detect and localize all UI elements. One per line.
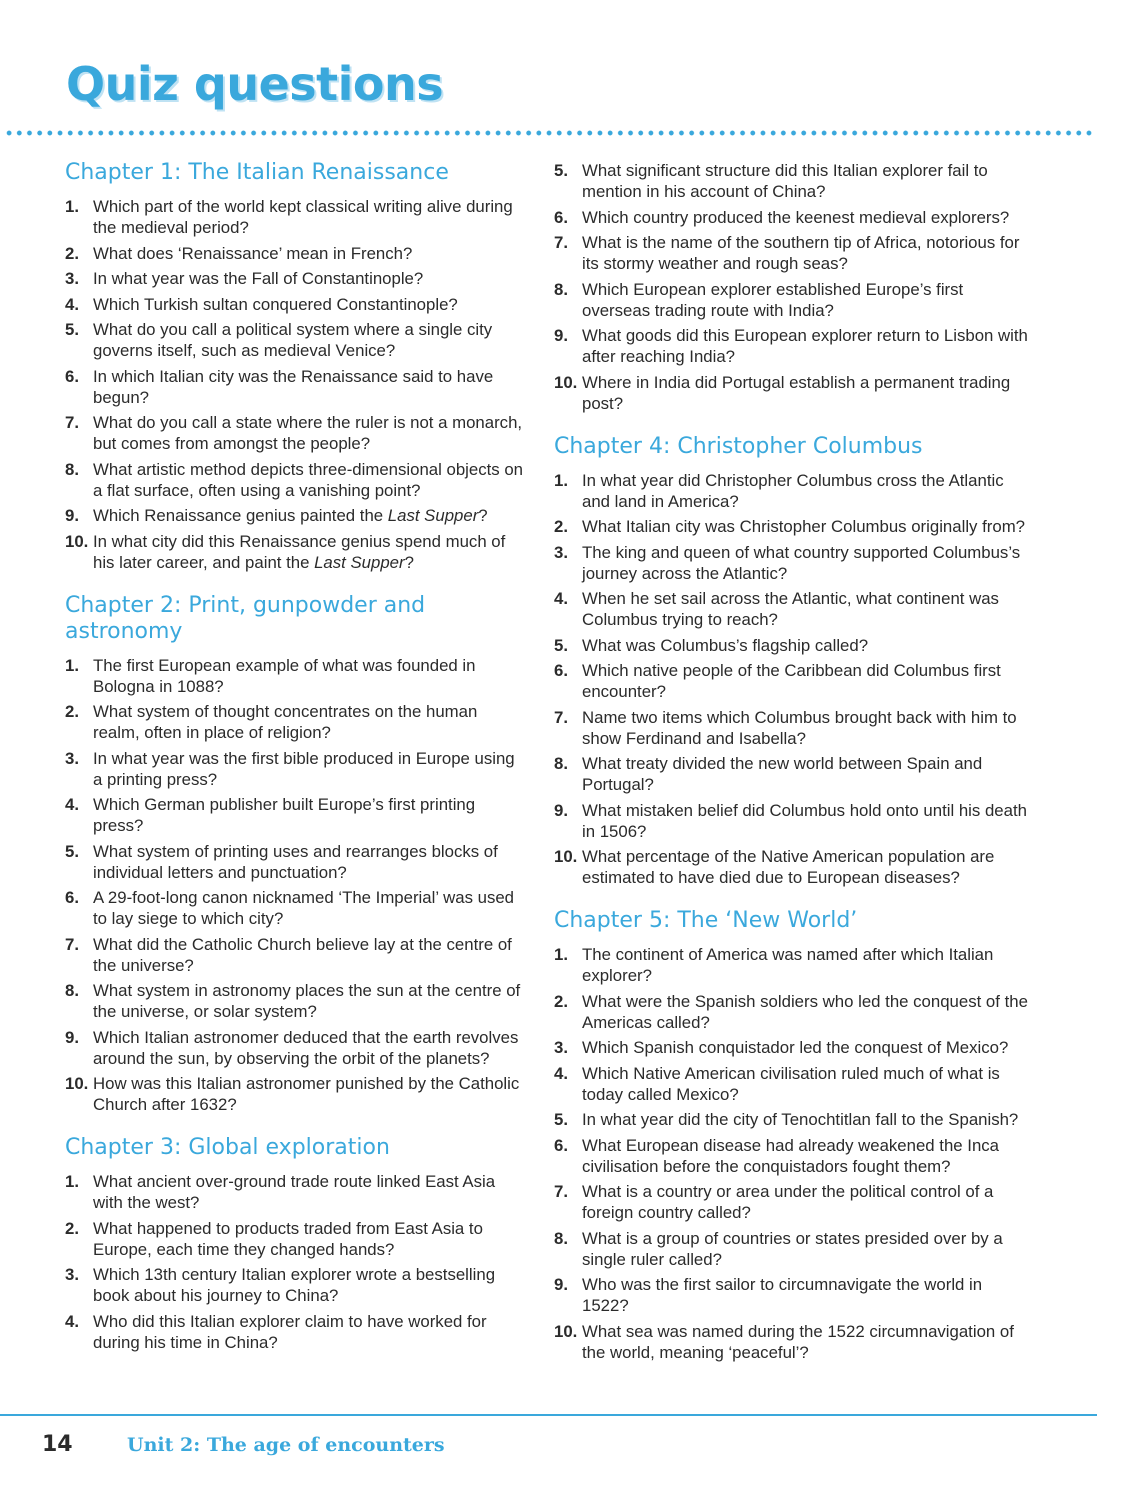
question-number: 2. bbox=[65, 1218, 79, 1238]
question-text: What do you call a state where the ruler is not a monarch, but comes from amongst the people? bbox=[93, 413, 523, 453]
question-number: 10. bbox=[554, 1321, 578, 1341]
right-column bbox=[554, 160, 1030, 1383]
question-text: What treaty divided the new world between Spain and Portugal? bbox=[582, 754, 983, 794]
question-text: Which part of the world kept classical writing alive during the medieval period? bbox=[93, 197, 513, 237]
question-item bbox=[554, 1274, 1030, 1316]
question-item bbox=[65, 319, 527, 361]
question-text: In what year was the first bible produced in Europe using a printing press? bbox=[93, 748, 515, 789]
question-item bbox=[554, 846, 1030, 888]
chapter-title: Chapter 4: Christopher Columbus bbox=[554, 433, 923, 459]
question-text: Where in India did Portugal establish a permanent trading post? bbox=[582, 372, 1011, 413]
question-text: In what city did this Renaissance genius spend much of his later career, and paint the Last Supper? bbox=[93, 531, 506, 572]
question-number: 7. bbox=[65, 413, 79, 432]
question-text: In what year was the Fall of Constantinople? bbox=[93, 269, 424, 288]
question-number: 4. bbox=[554, 1063, 568, 1083]
question-text: Which Spanish conquistador led the conquest of Mexico? bbox=[582, 1038, 1009, 1057]
question-number: 2. bbox=[554, 517, 568, 536]
question-text: What sea was named during the 1522 circumnavigation of the world, meaning ‘peaceful’? bbox=[582, 1321, 1014, 1362]
question-number: 1. bbox=[554, 470, 568, 490]
question-text: What is the name of the southern tip of Africa, notorious for its stormy weather and rough seas? bbox=[582, 233, 1020, 273]
question-number: 10. bbox=[554, 847, 578, 866]
question-number: 3. bbox=[554, 1038, 568, 1057]
question-text: In which Italian city was the Renaissance said to have begun? bbox=[93, 366, 494, 407]
question-number: 1. bbox=[65, 197, 79, 216]
question-number: 1. bbox=[65, 1172, 79, 1191]
question-text: What were the Spanish soldiers who led the conquest of the Americas called? bbox=[582, 991, 1028, 1032]
question-number: 3. bbox=[65, 269, 79, 288]
question-number: 2. bbox=[554, 991, 568, 1011]
question-item bbox=[554, 707, 1030, 749]
question-item bbox=[65, 841, 527, 883]
question-number: 7. bbox=[554, 233, 568, 252]
question-text: What ancient over-ground trade route linked East Asia with the west? bbox=[93, 1172, 496, 1212]
question-item bbox=[65, 1027, 527, 1069]
question-text: What does ‘Renaissance’ mean in French? bbox=[93, 243, 413, 263]
question-number: 8. bbox=[554, 279, 568, 299]
question-text: Which Turkish sultan conquered Constantinople? bbox=[93, 294, 458, 314]
question-item bbox=[65, 1171, 527, 1213]
question-item bbox=[65, 934, 527, 976]
question-number: 7. bbox=[554, 1182, 568, 1201]
question-number: 5. bbox=[554, 1110, 568, 1129]
question-number: 2. bbox=[65, 702, 79, 721]
question-text: What was Columbus’s flagship called? bbox=[582, 635, 869, 655]
question-text: In what year did Christopher Columbus cross the Atlantic and land in America? bbox=[582, 470, 1004, 511]
chapter-3 bbox=[65, 1135, 527, 1353]
question-item bbox=[65, 1264, 527, 1306]
question-item bbox=[554, 1109, 1030, 1130]
question-item bbox=[554, 800, 1030, 842]
question-item bbox=[554, 1063, 1030, 1105]
question-number: 8. bbox=[554, 754, 568, 773]
question-number: 4. bbox=[554, 589, 568, 608]
question-item bbox=[554, 660, 1030, 702]
dotted-divider bbox=[4, 129, 1096, 137]
question-item bbox=[65, 1073, 527, 1115]
question-text: Which country produced the keenest medieval explorers? bbox=[582, 207, 1010, 227]
question-number: 6. bbox=[554, 1135, 568, 1155]
question-text: The king and queen of what country supported Columbus’s journey across the Atlantic? bbox=[582, 542, 1021, 583]
question-item bbox=[554, 232, 1030, 274]
question-number: 5. bbox=[554, 161, 568, 180]
question-number: 1. bbox=[554, 945, 568, 964]
question-item bbox=[65, 412, 527, 454]
question-item bbox=[65, 794, 527, 836]
question-text: How was this Italian astronomer punished by the Catholic Church after 1632? bbox=[93, 1074, 520, 1114]
question-number: 10. bbox=[65, 1074, 89, 1093]
question-text: What percentage of the Native American population are estimated to have died due to European diseases? bbox=[582, 847, 995, 887]
page-number: 14 bbox=[42, 1432, 73, 1457]
question-item bbox=[65, 887, 527, 929]
question-text: Name two items which Columbus brought back with him to show Ferdinand and Isabella? bbox=[582, 707, 1017, 748]
question-number: 10. bbox=[554, 372, 578, 392]
question-number: 6. bbox=[65, 888, 79, 907]
question-number: 9. bbox=[554, 800, 568, 820]
question-text: What significant structure did this Italian explorer fail to mention in his account of China? bbox=[582, 161, 988, 201]
question-item bbox=[554, 1228, 1030, 1270]
question-item bbox=[65, 243, 527, 264]
question-text: Which European explorer established Europe’s first overseas trading route with India? bbox=[582, 279, 964, 320]
question-text: What happened to products traded from East Asia to Europe, each time they changed hands? bbox=[93, 1218, 483, 1259]
question-item bbox=[554, 516, 1030, 537]
question-text: What goods did this European explorer return to Lisbon with after reaching India? bbox=[582, 326, 1028, 366]
question-item bbox=[554, 1037, 1030, 1058]
question-text: What mistaken belief did Columbus hold onto until his death in 1506? bbox=[582, 800, 1027, 841]
question-number: 4. bbox=[65, 795, 79, 814]
page-title: Quiz questions bbox=[66, 57, 444, 111]
question-number: 9. bbox=[554, 326, 568, 345]
question-item bbox=[65, 531, 527, 573]
question-item bbox=[554, 635, 1030, 656]
question-item bbox=[554, 1321, 1030, 1363]
question-text: What system of thought concentrates on the human realm, often in place of religion? bbox=[93, 702, 478, 742]
question-number: 6. bbox=[554, 661, 568, 680]
question-item bbox=[65, 1218, 527, 1260]
question-item bbox=[554, 944, 1030, 986]
question-text: The first European example of what was founded in Bologna in 1088? bbox=[93, 655, 476, 696]
question-item bbox=[554, 160, 1030, 202]
question-number: 5. bbox=[65, 841, 79, 861]
question-item bbox=[554, 542, 1030, 584]
question-text: What is a group of countries or states presided over by a single ruler called? bbox=[582, 1228, 1003, 1269]
unit-title: Unit 2: The age of encounters bbox=[127, 1434, 445, 1456]
question-item bbox=[554, 470, 1030, 512]
question-number: 5. bbox=[554, 635, 568, 655]
question-text: In what year did the city of Tenochtitlan fall to the Spanish? bbox=[582, 1110, 1019, 1129]
question-item bbox=[554, 991, 1030, 1033]
question-number: 6. bbox=[554, 207, 568, 227]
question-text: Which German publisher built Europe’s first printing press? bbox=[93, 795, 476, 835]
question-list bbox=[554, 470, 1030, 889]
question-number: 8. bbox=[554, 1228, 568, 1248]
question-item bbox=[554, 279, 1030, 321]
question-item bbox=[65, 701, 527, 743]
question-number: 3. bbox=[554, 542, 568, 562]
question-text: What did the Catholic Church believe lay at the centre of the universe? bbox=[93, 934, 512, 975]
chapter-title: Chapter 2: Print, gunpowder and astronomy bbox=[65, 592, 426, 644]
chapter-3-continued bbox=[554, 160, 1030, 414]
question-number: 1. bbox=[65, 655, 79, 675]
question-list bbox=[65, 1171, 527, 1353]
question-number: 6. bbox=[65, 366, 79, 386]
chapter-1 bbox=[65, 160, 527, 573]
question-text: Which native people of the Caribbean did Columbus first encounter? bbox=[582, 661, 1001, 701]
question-text: Who did this Italian explorer claim to have worked for during his time in China? bbox=[93, 1311, 487, 1352]
chapter-title: Chapter 3: Global exploration bbox=[65, 1135, 390, 1160]
question-text: Which Renaissance genius painted the Last Supper? bbox=[93, 506, 488, 525]
question-item bbox=[554, 325, 1030, 367]
question-number: 4. bbox=[65, 294, 79, 314]
question-list bbox=[65, 196, 527, 573]
question-number: 9. bbox=[554, 1275, 568, 1294]
left-column bbox=[65, 160, 527, 1373]
question-number: 5. bbox=[65, 320, 79, 339]
question-text: What do you call a political system where a single city governs itself, such as medieval Venice? bbox=[93, 320, 493, 360]
question-text: When he set sail across the Atlantic, what continent was Columbus trying to reach? bbox=[582, 589, 999, 629]
question-number: 4. bbox=[65, 1311, 79, 1331]
question-item bbox=[65, 366, 527, 408]
question-number: 9. bbox=[65, 1027, 79, 1047]
question-number: 8. bbox=[65, 981, 79, 1000]
question-item bbox=[65, 980, 527, 1022]
question-text: The continent of America was named after which Italian explorer? bbox=[582, 945, 994, 985]
question-item bbox=[554, 1135, 1030, 1177]
question-number: 7. bbox=[65, 934, 79, 954]
question-number: 2. bbox=[65, 243, 79, 263]
question-text: What system of printing uses and rearranges blocks of individual letters and punctuation? bbox=[93, 841, 498, 882]
chapter-5 bbox=[554, 908, 1030, 1363]
question-list bbox=[65, 655, 527, 1116]
question-item bbox=[554, 1181, 1030, 1223]
chapter-4 bbox=[554, 434, 1030, 889]
question-item bbox=[65, 655, 527, 697]
question-text: What system in astronomy places the sun at the centre of the universe, or solar system? bbox=[93, 981, 521, 1021]
question-number: 3. bbox=[65, 1265, 79, 1284]
question-text: Which Italian astronomer deduced that the earth revolves around the sun, by observing the orbit of the planets? bbox=[93, 1027, 519, 1068]
footer-rule bbox=[0, 1414, 1097, 1416]
question-number: 8. bbox=[65, 459, 79, 479]
question-item bbox=[65, 268, 527, 289]
question-text: What European disease had already weakened the Inca civilisation before the conquistadors fought them? bbox=[582, 1135, 1000, 1176]
question-text: Which 13th century Italian explorer wrote a bestselling book about his journey to China? bbox=[93, 1265, 496, 1305]
question-item bbox=[554, 753, 1030, 795]
question-item bbox=[554, 372, 1030, 414]
chapter-title: Chapter 1: The Italian Renaissance bbox=[65, 160, 449, 185]
question-item bbox=[65, 505, 527, 526]
question-item bbox=[65, 294, 527, 315]
question-text: What Italian city was Christopher Columbus originally from? bbox=[582, 517, 1026, 536]
question-item bbox=[65, 1311, 527, 1353]
question-text: Who was the first sailor to circumnavigate the world in 1522? bbox=[582, 1275, 983, 1315]
question-text: What artistic method depicts three-dimensional objects on a flat surface, often using a vanishing point? bbox=[93, 459, 523, 500]
question-text: Which Native American civilisation ruled much of what is today called Mexico? bbox=[582, 1063, 1000, 1104]
question-item bbox=[65, 459, 527, 501]
question-item bbox=[554, 207, 1030, 228]
question-list bbox=[554, 944, 1030, 1363]
chapter-2 bbox=[65, 593, 527, 1116]
question-item bbox=[65, 748, 527, 790]
question-item bbox=[554, 588, 1030, 630]
question-list bbox=[554, 160, 1030, 414]
question-number: 7. bbox=[554, 707, 568, 727]
question-number: 9. bbox=[65, 506, 79, 525]
question-number: 10. bbox=[65, 531, 89, 551]
chapter-title: Chapter 5: The ‘New World’ bbox=[554, 908, 858, 933]
question-text: What is a country or area under the political control of a foreign country called? bbox=[582, 1182, 994, 1222]
question-text: A 29-foot-long canon nicknamed ‘The Imperial’ was used to lay siege to which city? bbox=[93, 888, 515, 928]
question-item bbox=[65, 196, 527, 238]
question-number: 3. bbox=[65, 748, 79, 768]
